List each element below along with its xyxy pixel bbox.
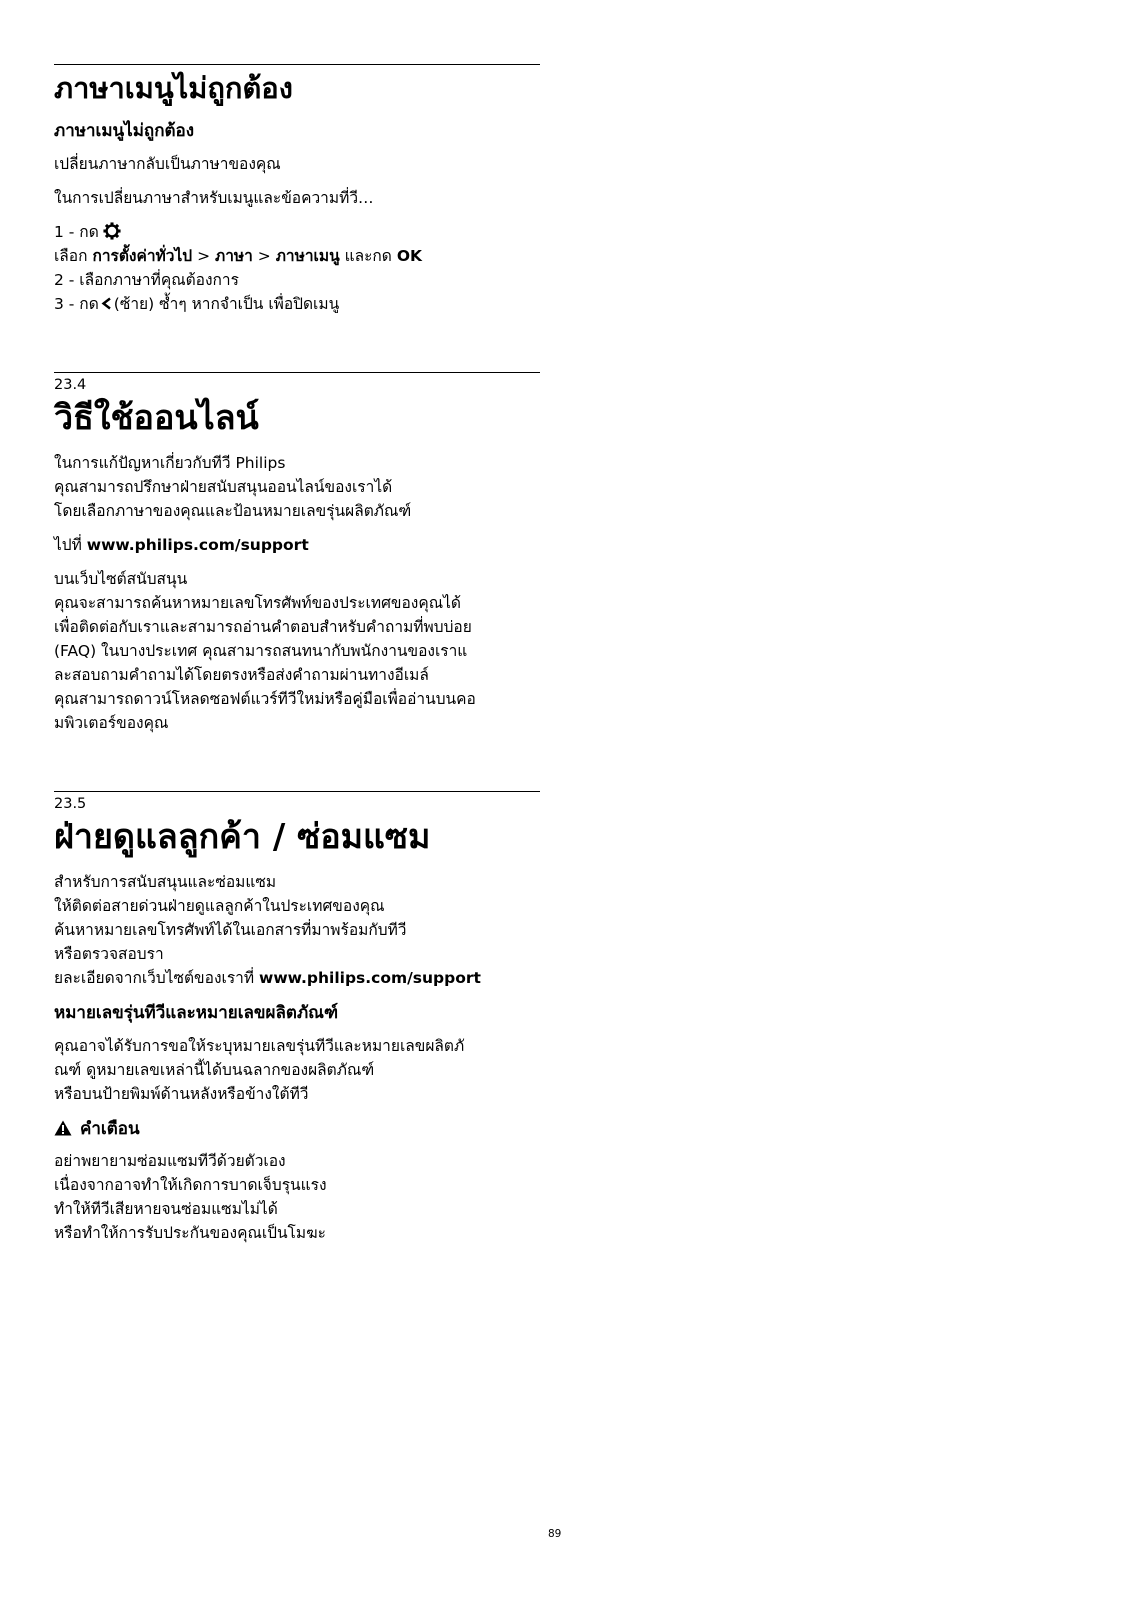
paragraph: บนเว็บไซต์สนับสนุน คุณจะสามารถค้นหาหมายเลขโทรศัพท์ของประเทศของคุณได้ เพื่อติดต่อกับเราและสามารถอ่านคำตอบสำหรับคำถามที่พบบ่อย (FAQ) ในบางประเทศ คุณสามารถสนทนากับพนักงานของเราแ ละสอบถามคำถามได้โดยตรงหรือส่งคำถามผ่านทางอีเมล์ คุณสามารถดาวน์โหลดซอฟต์แวร์ทีวีใหม่หรือคู่มือเพื่ออ่านบนคอ มพิวเตอร์ของคุณ [54,569,476,732]
step-3: 3 - กด (ซ้าย) ซ้ำๆ หากจำเป็น เพื่อปิดเมนู [54,295,340,314]
section-rule [54,64,540,65]
subsection-title: หมายเลขรุ่นทีวีและหมายเลขผลิตภัณฑ์ [54,1002,339,1023]
section-rule [54,372,540,373]
step-1-path: เลือก การตั้งค่าทั่วไป > ภาษา > ภาษาเมนู และกด OK [54,247,422,266]
section-title: ฝ่ายดูแลลูกค้า / ซ่อมแซม [54,816,431,857]
paragraph: อย่าพยายามซ่อมแซมทีวีด้วยตัวเอง เนื่องจากอาจทำให้เกิดการบาดเจ็บรุนแรง ทำให้ทีวีเสียหายจนซ่อมแซมไม่ได้ หรือทำให้การรับประกันของคุณเป็นโมฆะ [54,1152,327,1243]
warning-title: คำเตือน [80,1118,140,1139]
paragraph: เปลี่ยนภาษากลับเป็นภาษาของคุณ [54,155,281,174]
section-customer-care [54,791,540,1245]
goto-line: ไปที่ www.philips.com/support [54,535,309,554]
steps-list [54,220,540,316]
warning-icon [54,1120,72,1136]
menu-item-language: ภาษา [215,247,253,266]
ok-key: OK [396,247,422,266]
section-number: 23.5 [54,796,87,812]
section-online-help [54,372,540,735]
section-title: ภาษาเมนูไม่ถูกต้อง [54,71,293,105]
section-number: 23.4 [54,377,87,393]
menu-item-menu-language: ภาษาเมนู [275,247,340,266]
section-title: วิธีใช้ออนไลน์ [54,397,259,438]
step-1: 1 - กด [54,220,540,244]
gear-icon [103,222,121,240]
chevron-left-icon [101,297,112,310]
paragraph: สำหรับการสนับสนุนและซ่อมแซม ให้ติดต่อสายด่วนฝ่ายดูแลลูกค้าในประเทศของคุณ ค้นหาหมายเลขโทรศัพท์ได้ในเอกสารที่มาพร้อมกับทีวี หรือตรวจสอบรา ยละเอียดจากเว็บไซต์ของเราที่ www.philips.com/support [54,872,481,987]
warning-heading [54,1118,540,1142]
support-link[interactable]: www.philips.com/support [259,968,481,987]
paragraph: ในการแก้ปัญหาเกี่ยวกับทีวี Philips คุณสามารถปรึกษาฝ่ายสนับสนุนออนไลน์ของเราได้ โดยเลือกภาษาของคุณและป้อนหมายเลขรุ่นผลิตภัณฑ์ [54,453,412,520]
section-rule [54,791,540,792]
support-link[interactable]: www.philips.com/support [86,535,309,554]
paragraph: คุณอาจได้รับการขอให้ระบุหมายเลขรุ่นทีวีและหมายเลขผลิตภั ณฑ์ ดูหมายเลขเหล่านี้ได้บนฉลากของผลิตภัณฑ์ หรือบนป้ายพิมพ์ด้านหลังหรือข้างใต้ทีวี [54,1036,465,1103]
page-number: 89 [548,1528,562,1540]
section-menu-language [54,64,540,316]
subsection-title: ภาษาเมนูไม่ถูกต้อง [54,121,195,142]
paragraph: ในการเปลี่ยนภาษาสำหรับเมนูและข้อความที่วี… [54,189,374,208]
menu-item-general-settings: การตั้งค่าทั่วไป [92,247,193,266]
step-2: 2 - เลือกภาษาที่คุณต้องการ [54,271,239,290]
